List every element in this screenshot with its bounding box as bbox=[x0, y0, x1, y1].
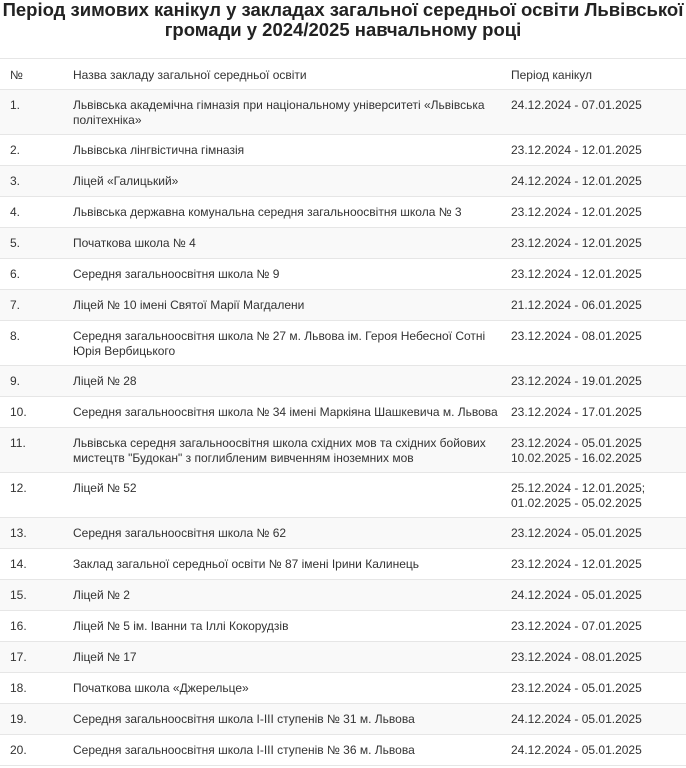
header-num: № bbox=[0, 59, 73, 90]
row-name: Середня загальноосвітня школа № 62 bbox=[73, 518, 511, 549]
row-num: 1. bbox=[0, 90, 73, 135]
row-name: Львівська лінгвістична гімназія bbox=[73, 135, 511, 166]
row-num: 2. bbox=[0, 135, 73, 166]
row-period bbox=[511, 549, 686, 580]
row-num: 12. bbox=[0, 473, 73, 518]
period-line: 10.02.2025 - 16.02.2025 bbox=[511, 450, 642, 465]
row-num: 8. bbox=[0, 321, 73, 366]
period-line: 24.12.2024 - 05.01.2025 bbox=[511, 743, 642, 757]
period-line: 23.12.2024 - 05.01.2025 bbox=[511, 526, 642, 540]
row-name: Ліцей № 28 bbox=[73, 366, 511, 397]
holidays-table bbox=[0, 58, 686, 766]
row-period bbox=[511, 580, 686, 611]
row-num: 10. bbox=[0, 397, 73, 428]
period-line: 24.12.2024 - 12.01.2025 bbox=[511, 174, 642, 188]
row-name: Середня загальноосвітня школа № 9 bbox=[73, 259, 511, 290]
row-name: Середня загальноосвітня школа № 27 м. Львова ім. Героя Небесної Сотні Юрія Вербицького bbox=[73, 321, 511, 366]
table-row bbox=[0, 518, 686, 549]
table-row bbox=[0, 135, 686, 166]
row-period bbox=[511, 135, 686, 166]
row-name: Ліцей № 5 ім. Іванни та Іллі Кокорудзів bbox=[73, 611, 511, 642]
header-period: Період канікул bbox=[511, 59, 686, 90]
header-name: Назва закладу загальної середньої освіти bbox=[73, 59, 511, 90]
row-name: Середня загальноосвітня школа І-ІІІ ступенів № 31 м. Львова bbox=[73, 704, 511, 735]
row-num: 6. bbox=[0, 259, 73, 290]
table-row bbox=[0, 259, 686, 290]
row-name: Ліцей № 17 bbox=[73, 642, 511, 673]
row-period bbox=[511, 90, 686, 135]
row-name: Ліцей № 10 імені Святої Марії Магдалени bbox=[73, 290, 511, 321]
page-title: Період зимових канікул у закладах загальної середньої освіти Львівської громади у 2024/2025 навчальному році bbox=[2, 0, 684, 40]
row-num: 7. bbox=[0, 290, 73, 321]
row-num: 3. bbox=[0, 166, 73, 197]
table-row bbox=[0, 90, 686, 135]
period-line: 23.12.2024 - 19.01.2025 bbox=[511, 374, 642, 388]
period-line: 01.02.2025 - 05.02.2025 bbox=[511, 495, 642, 510]
period-line: 23.12.2024 - 08.01.2025 bbox=[511, 329, 642, 343]
period-line: 24.12.2024 - 07.01.2025 bbox=[511, 98, 642, 112]
table-row bbox=[0, 428, 686, 473]
row-num: 9. bbox=[0, 366, 73, 397]
period-line: 23.12.2024 - 07.01.2025 bbox=[511, 619, 642, 633]
period-line: 23.12.2024 - 05.01.2025 bbox=[511, 436, 642, 450]
period-line: 24.12.2024 - 05.01.2025 bbox=[511, 712, 642, 726]
row-period bbox=[511, 166, 686, 197]
table-row bbox=[0, 673, 686, 704]
row-period bbox=[511, 473, 686, 518]
row-num: 11. bbox=[0, 428, 73, 473]
period-line: 25.12.2024 - 12.01.2025; bbox=[511, 481, 646, 495]
table-row bbox=[0, 197, 686, 228]
row-name: Заклад загальної середньої освіти № 87 імені Ірини Калинець bbox=[73, 549, 511, 580]
table-row bbox=[0, 611, 686, 642]
row-name: Ліцей «Галицький» bbox=[73, 166, 511, 197]
row-num: 18. bbox=[0, 673, 73, 704]
row-name: Львівська державна комунальна середня загальноосвітня школа № 3 bbox=[73, 197, 511, 228]
table-row bbox=[0, 473, 686, 518]
period-line: 23.12.2024 - 17.01.2025 bbox=[511, 405, 642, 419]
row-period bbox=[511, 259, 686, 290]
period-line: 23.12.2024 - 12.01.2025 bbox=[511, 143, 642, 157]
row-name: Ліцей № 2 bbox=[73, 580, 511, 611]
table-row bbox=[0, 228, 686, 259]
table-row bbox=[0, 549, 686, 580]
table-row bbox=[0, 290, 686, 321]
period-line: 23.12.2024 - 08.01.2025 bbox=[511, 650, 642, 664]
row-period bbox=[511, 290, 686, 321]
row-period bbox=[511, 735, 686, 766]
row-name: Середня загальноосвітня школа № 34 імені Маркіяна Шашкевича м. Львова bbox=[73, 397, 511, 428]
period-line: 21.12.2024 - 06.01.2025 bbox=[511, 298, 642, 312]
row-name: Львівська середня загальноосвітня школа східних мов та східних бойових мистецтв "Будокан" з поглибленим вивченням іноземних мов bbox=[73, 428, 511, 473]
row-period bbox=[511, 397, 686, 428]
row-num: 13. bbox=[0, 518, 73, 549]
table-row bbox=[0, 397, 686, 428]
row-num: 5. bbox=[0, 228, 73, 259]
row-name: Початкова школа «Джерельце» bbox=[73, 673, 511, 704]
period-line: 23.12.2024 - 12.01.2025 bbox=[511, 267, 642, 281]
row-period bbox=[511, 704, 686, 735]
row-period bbox=[511, 428, 686, 473]
table-row bbox=[0, 321, 686, 366]
row-period bbox=[511, 518, 686, 549]
period-line: 24.12.2024 - 05.01.2025 bbox=[511, 588, 642, 602]
row-num: 20. bbox=[0, 735, 73, 766]
table-row bbox=[0, 735, 686, 766]
row-name: Середня загальноосвітня школа І-ІІІ ступенів № 36 м. Львова bbox=[73, 735, 511, 766]
row-period bbox=[511, 611, 686, 642]
period-line: 23.12.2024 - 12.01.2025 bbox=[511, 557, 642, 571]
row-period bbox=[511, 321, 686, 366]
period-line: 23.12.2024 - 05.01.2025 bbox=[511, 681, 642, 695]
table-header-row bbox=[0, 59, 686, 90]
row-num: 4. bbox=[0, 197, 73, 228]
row-num: 17. bbox=[0, 642, 73, 673]
period-line: 23.12.2024 - 12.01.2025 bbox=[511, 236, 642, 250]
row-name: Ліцей № 52 bbox=[73, 473, 511, 518]
row-name: Львівська академічна гімназія при національному університеті «Львівська політехніка» bbox=[73, 90, 511, 135]
period-line: 23.12.2024 - 12.01.2025 bbox=[511, 205, 642, 219]
row-period bbox=[511, 366, 686, 397]
row-num: 19. bbox=[0, 704, 73, 735]
table-row bbox=[0, 642, 686, 673]
row-num: 16. bbox=[0, 611, 73, 642]
row-num: 15. bbox=[0, 580, 73, 611]
row-period bbox=[511, 673, 686, 704]
table-row bbox=[0, 704, 686, 735]
row-period bbox=[511, 642, 686, 673]
row-period bbox=[511, 197, 686, 228]
table-row bbox=[0, 166, 686, 197]
table-row bbox=[0, 366, 686, 397]
row-name: Початкова школа № 4 bbox=[73, 228, 511, 259]
row-period bbox=[511, 228, 686, 259]
row-num: 14. bbox=[0, 549, 73, 580]
table-row bbox=[0, 580, 686, 611]
